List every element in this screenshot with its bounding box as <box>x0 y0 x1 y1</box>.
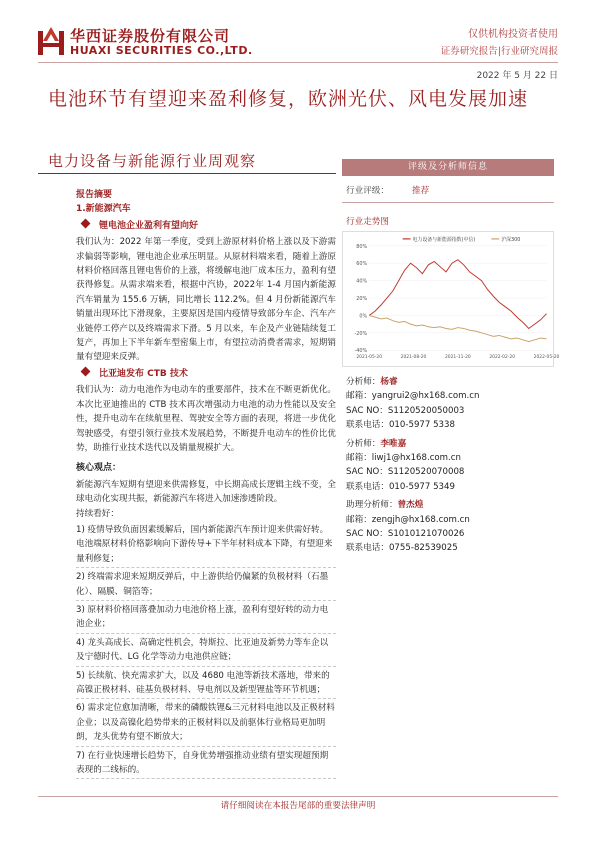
report-date: 2022 年 5 月 22 日 <box>476 71 558 81</box>
x-tick-label: 2021-05-20 <box>356 355 383 361</box>
analyst-name-line <box>346 375 554 389</box>
section-heading-ev: 1.新能源汽车 <box>76 204 131 215</box>
analyst-role: 分析师： <box>346 438 381 449</box>
analyst-email[interactable]: 邮箱：liwj1@hx168.com.cn <box>346 453 461 464</box>
list-divider <box>76 746 336 747</box>
left-column <box>76 188 336 780</box>
y-tick-label: -40% <box>354 348 368 355</box>
analyst-phone: 联系电话：0755-82539025 <box>346 543 458 554</box>
list-item: 6) 需求定位愈加清晰，带来的磷酸铁锂&三元材料电池以及正极材料企业；以及高镍化趋势带来的正极材料以及前驱体行业格局更加明朗，龙头优势有望不断放大； <box>76 703 335 743</box>
diamond-bullet-icon <box>81 218 91 228</box>
report-type: 证券研究报告|行业研究周报 <box>440 46 558 57</box>
company-name-cn: 华西证券股份有限公司 <box>70 27 231 45</box>
outlook-list <box>76 523 336 780</box>
diamond-bullet-icon <box>81 366 91 376</box>
analyst-phone: 联系电话：010-5977 5338 <box>346 420 455 431</box>
analyst-phone: 联系电话：010-5977 5349 <box>346 481 455 492</box>
paragraph-ctb: 我们认为：动力电池作为电动车的重要部件，技术在不断更新优化。本次比亚迪推出的 CTB 技术再次增强动力电池的动力性能以及安全性，提升电动车在续航里程、驾驶安全等方面的表现，将进一步优化驾驶感受，有望引领行业技术发展趋势，不断提升电动车的性价比优势，助推行业技术迭代以及销量规模扩大。 <box>76 385 336 453</box>
legend-label: 电力设备与新能源指数(中信) <box>412 236 476 243</box>
list-divider <box>76 698 336 699</box>
audience-note: 仅供机构投资者使用 <box>468 29 558 40</box>
subheading-ctb <box>76 367 336 381</box>
rating-divider <box>342 202 554 203</box>
x-tick-label: 2021-08-20 <box>400 355 427 361</box>
analyst-name-line <box>346 498 554 512</box>
x-tick-label: 2022-02-20 <box>489 355 516 361</box>
core-view-heading: 核心观点： <box>76 463 122 474</box>
analyst-sac: SAC NO：S1120520050003 <box>346 405 465 416</box>
list-item: 4) 龙头高成长、高确定性机会，特斯拉、比亚迪及新势力等车企以及宁德时代、LG 化学等动力电池供应链； <box>76 637 329 663</box>
subheading-ctb-text: 比亚迪发布 CTB 技术 <box>99 368 188 379</box>
right-column <box>342 159 560 556</box>
industry-trend-chart <box>342 231 560 367</box>
list-item: 3) 原材料价格回落叠加动力电池价格上涨，盈利有望好转的动力电池企业； <box>76 604 329 630</box>
analyst-role: 分析师： <box>346 377 381 387</box>
rating-value: 推荐 <box>412 186 430 196</box>
list-divider <box>76 778 336 779</box>
y-tick-label: 80% <box>356 243 368 250</box>
list-item: 5) 长续航、快充需求扩大，以及 4680 电池等新技术落地，带来的高镍正极材料、硅基负极材料、导电剂以及新型锂盐等环节机遇； <box>76 670 330 695</box>
abstract-heading: 报告摘要 <box>76 190 113 200</box>
y-tick-label: 0% <box>359 313 368 320</box>
subtitle-divider <box>38 173 336 174</box>
list-item: 7) 在行业快速增长趋势下，自身优势增强推动业绩有望实现超预期表现的二线标的。 <box>76 750 329 776</box>
paragraph-core: 新能源汽车短期有望迎来供需修复，中长期高成长逻辑主线不变，全球电动化实现共振，新能源汽车将进入加速渗透阶段。 <box>76 479 336 505</box>
keep-positive-heading: 持续看好： <box>76 508 119 519</box>
company-name-en: HUAXI SECURITIES CO.,LTD. <box>70 44 253 57</box>
legend-label: 沪深300 <box>501 236 521 243</box>
list-divider <box>76 600 336 601</box>
rating-box-header: 评级及分析师信息 <box>342 159 554 176</box>
analyst-name-line <box>346 437 554 451</box>
paragraph-battery: 我们认为：2022 年第一季度，受到上游原材料价格上涨以及下游需求偏弱等影响，锂电池企业承压明显。从原材料端来看，随着上游原材料价格回落且锂电售价的上涨，将缓解电池厂成本压力，盈利有望获得修复。从需求端来看，根据中汽协，2022年 1-4 月国内新能源汽车销量为 155.6 万辆，同比增长 112.2%。但 4 月份新能源汽车销量出现环比下滑现象，主要原因是国内疫情导致部分车企、汽车产业链停工停产以及终端需求下滑。5 月以来，车企及产业链陆续复工复产，再加上下半年新车型密集上市，有望拉动消费者需求，短期销量有望迎来反弹。 <box>76 237 336 363</box>
report-title: 电池环节有望迎来盈利修复，欧洲光伏、风电发展加速 <box>48 88 529 110</box>
analyst-card <box>342 437 554 495</box>
analyst-role: 助理分析师： <box>346 500 398 511</box>
y-tick-label: 40% <box>356 278 368 285</box>
subheading-battery-text: 锂电池企业盈利有望向好 <box>99 220 199 231</box>
y-tick-label: 60% <box>356 261 368 268</box>
analyst-list <box>342 375 554 556</box>
analyst-card <box>342 498 554 556</box>
y-tick-label: 20% <box>356 295 368 302</box>
analyst-sac: SAC NO：S1120520070008 <box>346 467 465 478</box>
analyst-card <box>342 375 554 433</box>
legal-footer: 请仔细阅读在本报告尾部的重要法律声明 <box>38 796 558 810</box>
subheading-battery <box>76 219 336 233</box>
analyst-email[interactable]: 邮箱：zengjh@hx168.com.cn <box>346 514 470 525</box>
list-divider <box>76 567 336 568</box>
list-item: 2) 终端需求迎来短期反弹后，中上游供给仍偏紧的负极材料（石墨化）、隔膜、铜箔等； <box>76 572 329 597</box>
analyst-sac: SAC NO：S1010121070026 <box>346 529 465 540</box>
list-divider <box>76 666 336 667</box>
x-tick-label: 2022-05-20 <box>533 355 560 361</box>
analyst-name: 曾杰煌 <box>397 500 424 511</box>
header-divider <box>38 62 558 63</box>
series-line <box>369 260 546 329</box>
list-item: 1) 疫情导致负面因素缓解后，国内新能源汽车预计迎来供需好转。电池端原材料价格影响向下游传导+下半年材料成本下降，有望迎来量利修复； <box>76 524 333 564</box>
analyst-name: 李唯嘉 <box>380 438 407 449</box>
industry-rating <box>342 184 554 196</box>
huaxi-logo-icon <box>38 27 64 55</box>
analyst-name: 杨睿 <box>380 377 398 387</box>
analyst-email[interactable]: 邮箱：yangrui2@hx168.com.cn <box>346 391 480 402</box>
list-divider <box>76 633 336 634</box>
rating-label: 行业评级： <box>346 186 389 196</box>
x-tick-label: 2021-11-20 <box>445 355 471 361</box>
y-tick-label: -20% <box>354 330 368 337</box>
trend-chart-title: 行业走势图 <box>346 217 389 227</box>
report-subtitle: 电力设备与新能源行业周观察 <box>48 152 257 170</box>
